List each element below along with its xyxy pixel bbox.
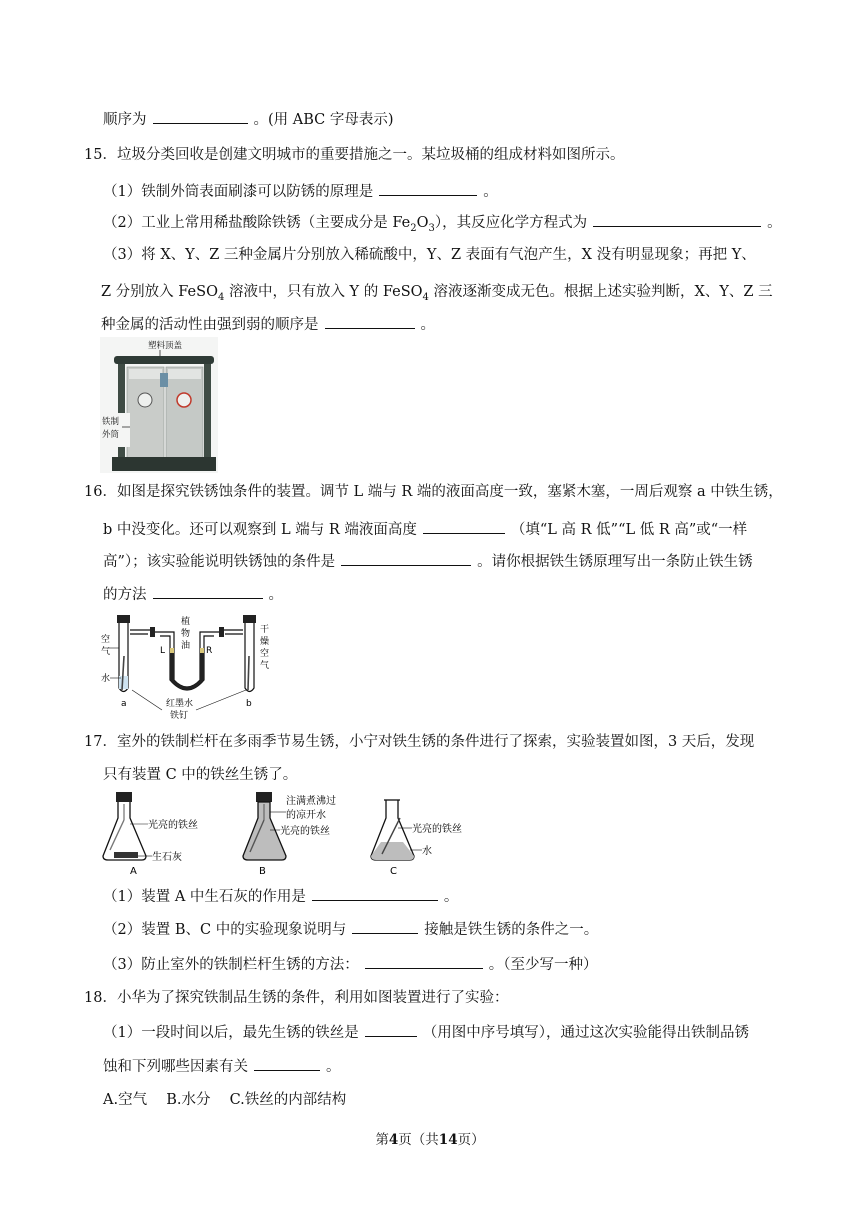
q15-part3-line1: （3）将 X、Y、Z 三种金属片分别放入稀硫酸中，Y、Z 表面有气泡产生，X 没有明显现象；再把 Y、: [103, 247, 756, 263]
bin-side-label-1: 铁制: [102, 417, 120, 427]
svg-text:植: 植: [181, 617, 191, 627]
q18-stem: 18．小华为了探究铁制品生锈的条件，利用如图装置进行了实验：: [84, 990, 509, 1006]
q16-line3: 高”）；该实验能说明铁锈蚀的条件是 。请你根据铁生锈原理写出一条防止铁生锈: [103, 551, 753, 572]
bin-top-label: 塑料顶盖: [148, 341, 183, 351]
page-number: 4: [388, 1132, 399, 1148]
q15-part2: （2）工业上常用稀盐酸除铁锈（主要成分是 $Fe_2O_3$），其反应化学方程式为 。: [103, 212, 782, 239]
answer-blank[interactable]: [254, 1056, 320, 1071]
q16-line4: 的方法 。: [103, 584, 283, 605]
svg-text:a: a: [121, 699, 127, 709]
answer-blank[interactable]: [365, 1022, 417, 1037]
svg-text:R: R: [206, 646, 213, 656]
svg-text:空: 空: [101, 635, 111, 645]
q17-part1: （1）装置 A 中生石灰的作用是 。: [103, 886, 458, 907]
answer-blank[interactable]: [365, 954, 483, 969]
q17-part2: （2）装置 B、C 中的实验现象说明与 接触是铁生锈的条件之一。: [103, 919, 598, 940]
q18-part1-line1: （1）一段时间以后，最先生锈的铁丝是 （用图中序号填写），通过这次实验能得出铁制品锈: [103, 1022, 749, 1043]
q18-part1-line2: 蚀和下列哪些因素有关 。: [103, 1056, 341, 1077]
svg-text:b: b: [246, 699, 252, 709]
answer-blank[interactable]: [593, 212, 761, 227]
q16-line2: b 中没变化。还可以观察到 L 端与 R 端液面高度 （填“L 高 R 低”“L 低 R 高”或“一样: [103, 519, 747, 540]
q17-line1: 17．室外的铁制栏杆在多雨季节易生锈，小宁对铁生锈的条件进行了探索，实验装置如图，3 天后，发现: [84, 734, 755, 750]
svg-text:水: 水: [101, 674, 111, 684]
svg-text:红墨水: 红墨水: [166, 699, 194, 709]
svg-text:A: A: [130, 866, 137, 877]
svg-text:的凉开水: 的凉开水: [286, 810, 326, 821]
svg-text:燥: 燥: [260, 637, 270, 647]
q14-tail-line: 顺序为 。(用 ABC 字母表示): [103, 109, 394, 130]
q15-part3-line2: Z 分别放入 FeSO$_4$ 溶液中，只有放入 Y 的 FeSO$_4$ 溶液逐渐变成无色。根据上述实验判断，X、Y、Z 三: [101, 284, 773, 303]
trash-bin-figure: [100, 337, 218, 473]
answer-blank[interactable]: [352, 919, 418, 934]
svg-text:B: B: [259, 866, 266, 877]
q17-line2: 只有装置 C 中的铁丝生锈了。: [103, 767, 298, 783]
q16-line1: 16．如图是探究铁锈蚀条件的装置。调节 L 端与 R 端的液面高度一致，塞紧木塞，一周后观察 a 中铁生锈，: [84, 484, 783, 500]
svg-text:气: 气: [260, 661, 270, 671]
svg-text:光亮的铁丝: 光亮的铁丝: [280, 826, 330, 837]
svg-text:注满煮沸过: 注满煮沸过: [286, 796, 336, 807]
svg-text:光亮的铁丝: 光亮的铁丝: [148, 820, 198, 831]
svg-text:油: 油: [181, 641, 191, 651]
svg-text:铁钉: 铁钉: [170, 711, 189, 720]
answer-blank[interactable]: [341, 551, 471, 566]
svg-text:气: 气: [101, 647, 111, 657]
svg-text:L: L: [160, 646, 166, 656]
answer-blank[interactable]: [153, 584, 263, 599]
svg-text:生石灰: 生石灰: [152, 852, 182, 863]
svg-text:空: 空: [260, 649, 270, 659]
q17-part3: （3）防止室外的铁制栏杆生锈的方法： 。（至少写一种）: [103, 954, 597, 975]
q15-part1: （1）铁制外筒表面刷漆可以防锈的原理是 。: [103, 181, 498, 202]
svg-text:光亮的铁丝: 光亮的铁丝: [412, 824, 462, 835]
page-total: 14: [438, 1132, 458, 1148]
svg-text:物: 物: [181, 629, 191, 639]
q15-stem: 15．垃圾分类回收是创建文明城市的重要措施之一。某垃圾桶的组成材料如图所示。: [84, 147, 625, 163]
answer-blank[interactable]: [325, 314, 415, 329]
answer-blank[interactable]: [379, 181, 477, 196]
svg-text:水: 水: [422, 846, 432, 857]
answer-blank[interactable]: [423, 519, 505, 534]
answer-blank[interactable]: [153, 109, 248, 124]
svg-text:干: 干: [260, 625, 270, 635]
svg-text:C: C: [390, 866, 397, 877]
flasks-figure: [100, 790, 480, 878]
q18-options: A.空气 B.水分 C.铁丝的内部结构: [103, 1092, 347, 1108]
bin-side-label-2: 外筒: [102, 430, 120, 440]
q15-part3-line3: 种金属的活动性由强到弱的顺序是 。: [101, 314, 435, 335]
u-tube-figure: [100, 608, 276, 720]
answer-blank[interactable]: [312, 886, 438, 901]
page-footer: 第4页（共14页）: [375, 1132, 485, 1148]
